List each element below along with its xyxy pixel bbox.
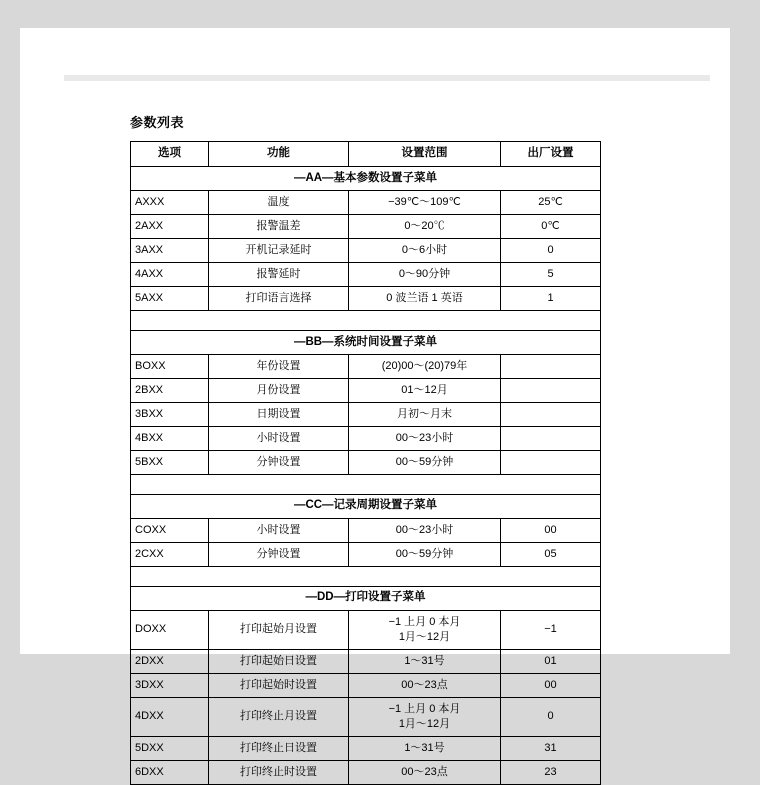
cell-function: 打印语言选择: [209, 287, 349, 311]
cell-factory: 25℃: [501, 191, 601, 215]
cell-range: 00～23小时: [349, 426, 501, 450]
cell-function: 分钟设置: [209, 542, 349, 566]
cell-range: −39℃～109℃: [349, 191, 501, 215]
cell-option: 2AXX: [131, 215, 209, 239]
table-row: [131, 215, 601, 239]
cell-option: 4AXX: [131, 263, 209, 287]
page-title: 参数列表: [130, 115, 185, 130]
table-row: [131, 263, 601, 287]
cell-range: 0～20℃: [349, 215, 501, 239]
cell-factory: [501, 426, 601, 450]
cell-range: (20)00～(20)79年: [349, 354, 501, 378]
cell-function: 打印终止月设置: [209, 697, 349, 736]
cell-factory: 31: [501, 736, 601, 760]
table-group-row: [131, 330, 601, 354]
cell-option: 2BXX: [131, 378, 209, 402]
table-row: [131, 426, 601, 450]
cell-range: 00～23点: [349, 673, 501, 697]
table-row: [131, 673, 601, 697]
column-header-factory: 出厂设置: [501, 142, 601, 167]
cell-factory: [501, 354, 601, 378]
table-spacer-row: [131, 311, 601, 331]
cell-range: 0～90分钟: [349, 263, 501, 287]
document-content: [130, 112, 610, 785]
column-header-option: 选项: [131, 142, 209, 167]
cell-option: 2DXX: [131, 649, 209, 673]
cell-function: 温度: [209, 191, 349, 215]
cell-function: 打印终止时设置: [209, 760, 349, 784]
cell-option: AXXX: [131, 191, 209, 215]
header-rule: [64, 75, 710, 81]
table-row: [131, 191, 601, 215]
table-group-label: —AA—基本参数设置子菜单: [131, 167, 601, 191]
table-group-row: [131, 586, 601, 610]
table-spacer-row: [131, 566, 601, 586]
cell-factory: 01: [501, 649, 601, 673]
table-body: [131, 167, 601, 785]
table-row: [131, 697, 601, 736]
table-row: [131, 610, 601, 649]
cell-range: 00～23小时: [349, 518, 501, 542]
cell-option: 5AXX: [131, 287, 209, 311]
cell-factory: 0℃: [501, 215, 601, 239]
cell-range: 00～59分钟: [349, 450, 501, 474]
table-spacer-cell: [131, 311, 601, 331]
cell-function: 打印起始时设置: [209, 673, 349, 697]
cell-option: DOXX: [131, 610, 209, 649]
table-group-row: [131, 167, 601, 191]
table-spacer-cell: [131, 474, 601, 494]
cell-factory: −1: [501, 610, 601, 649]
table-row: [131, 378, 601, 402]
cell-option: 2CXX: [131, 542, 209, 566]
cell-option: 5BXX: [131, 450, 209, 474]
table-row: [131, 518, 601, 542]
cell-factory: 0: [501, 697, 601, 736]
cell-option: 4BXX: [131, 426, 209, 450]
cell-function: 日期设置: [209, 402, 349, 426]
cell-factory: [501, 378, 601, 402]
cell-function: 打印起始月设置: [209, 610, 349, 649]
cell-function: 报警延时: [209, 263, 349, 287]
cell-option: 3AXX: [131, 239, 209, 263]
cell-range: 1～31号: [349, 649, 501, 673]
cell-range: 0～6小时: [349, 239, 501, 263]
cell-option: 3DXX: [131, 673, 209, 697]
cell-option: 3BXX: [131, 402, 209, 426]
cell-range: 1～31号: [349, 736, 501, 760]
table-row: [131, 649, 601, 673]
cell-range: −1 上月 0 本月 1月～12月: [349, 697, 501, 736]
cell-range: 0 波兰语 1 英语: [349, 287, 501, 311]
cell-function: 小时设置: [209, 518, 349, 542]
table-group-label: —DD—打印设置子菜单: [131, 586, 601, 610]
column-header-function: 功能: [209, 142, 349, 167]
table-spacer-row: [131, 474, 601, 494]
cell-range: 00～23点: [349, 760, 501, 784]
table-row: [131, 736, 601, 760]
cell-function: 开机记录延时: [209, 239, 349, 263]
table-spacer-cell: [131, 566, 601, 586]
cell-factory: 00: [501, 518, 601, 542]
cell-function: 年份设置: [209, 354, 349, 378]
document-page: [20, 28, 730, 778]
cell-option: 4DXX: [131, 697, 209, 736]
cell-factory: 05: [501, 542, 601, 566]
column-header-range: 设置范围: [349, 142, 501, 167]
table-row: [131, 287, 601, 311]
cell-factory: 00: [501, 673, 601, 697]
table-row: [131, 450, 601, 474]
cell-factory: 0: [501, 239, 601, 263]
table-group-label: —CC—记录周期设置子菜单: [131, 494, 601, 518]
cell-range: 00～59分钟: [349, 542, 501, 566]
cell-factory: 1: [501, 287, 601, 311]
cell-function: 打印终止日设置: [209, 736, 349, 760]
cell-factory: [501, 402, 601, 426]
table-group-row: [131, 494, 601, 518]
table-row: [131, 239, 601, 263]
cell-option: BOXX: [131, 354, 209, 378]
table-row: [131, 354, 601, 378]
table-group-label: —BB—系统时间设置子菜单: [131, 330, 601, 354]
cell-range: −1 上月 0 本月 1月～12月: [349, 610, 501, 649]
cell-range: 月初～月末: [349, 402, 501, 426]
parameter-table: [130, 141, 601, 785]
cell-option: 5DXX: [131, 736, 209, 760]
cell-range: 01～12月: [349, 378, 501, 402]
cell-function: 月份设置: [209, 378, 349, 402]
cell-function: 分钟设置: [209, 450, 349, 474]
cell-factory: 23: [501, 760, 601, 784]
table-row: [131, 542, 601, 566]
cell-function: 报警温差: [209, 215, 349, 239]
table-header-row: [131, 142, 601, 167]
cell-function: 小时设置: [209, 426, 349, 450]
table-row: [131, 402, 601, 426]
cell-function: 打印起始日设置: [209, 649, 349, 673]
table-header: [131, 142, 601, 167]
cell-factory: 5: [501, 263, 601, 287]
cell-option: 6DXX: [131, 760, 209, 784]
table-row: [131, 760, 601, 784]
cell-factory: [501, 450, 601, 474]
cell-option: COXX: [131, 518, 209, 542]
